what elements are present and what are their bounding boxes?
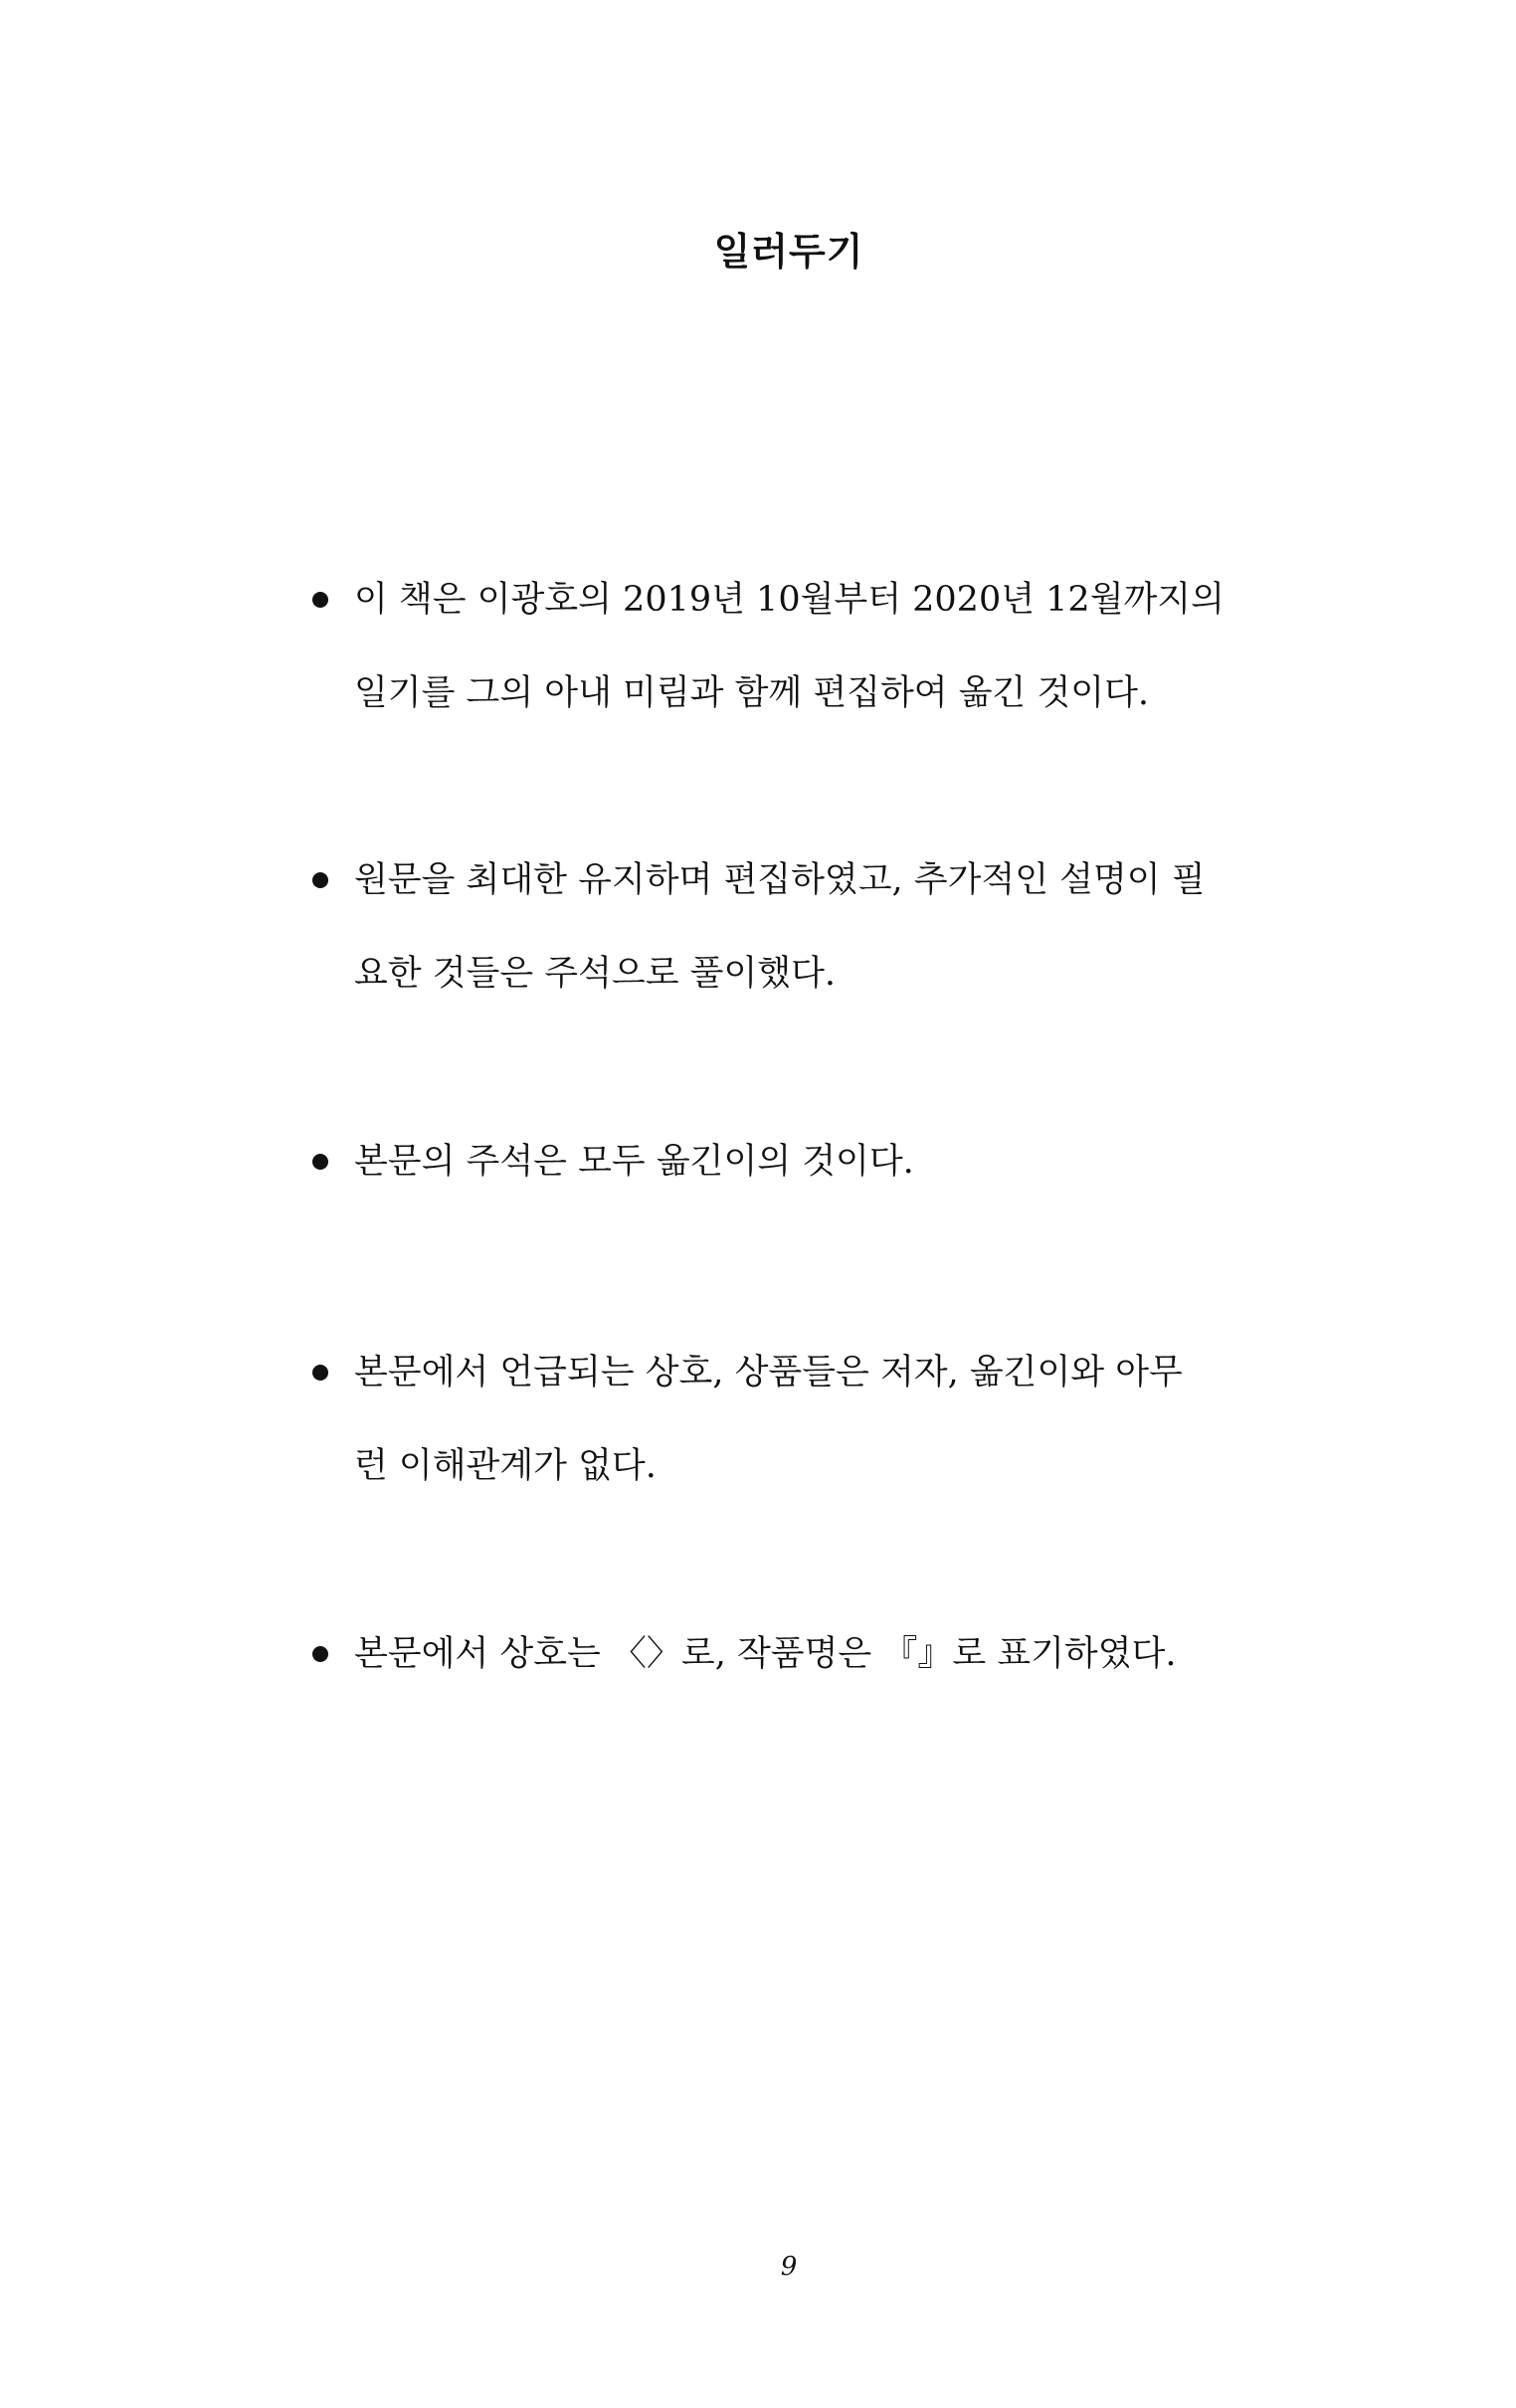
bullet-icon bbox=[312, 872, 328, 888]
note-item bbox=[312, 1607, 1228, 1701]
bullet-icon bbox=[312, 1154, 328, 1170]
note-text: 원문을 최대한 유지하며 편집하였고, 추가적인 설명이 필 요한 것들은 주석으로 풀이했다. bbox=[354, 860, 1206, 994]
note-text: 본문에서 언급되는 상호, 상품들은 저자, 옮긴이와 아무 런 이해관계가 없다. bbox=[354, 1353, 1183, 1486]
note-item bbox=[312, 1326, 1228, 1513]
note-item bbox=[312, 553, 1228, 740]
bullet-icon bbox=[312, 592, 328, 608]
note-text: 본문에서 상호는 〈〉로, 작품명은 『』로 표기하였다. bbox=[354, 1634, 1177, 1674]
note-text: 본문의 주석은 모두 옮긴이의 것이다. bbox=[354, 1142, 914, 1182]
bullet-icon bbox=[312, 1365, 328, 1381]
page-number: 9 bbox=[780, 2252, 798, 2282]
note-item bbox=[312, 1115, 1228, 1208]
note-item bbox=[312, 834, 1228, 1020]
note-text: 이 책은 이광호의 2019년 10월부터 2020년 12월까지의 일기를 그의 아내 미림과 함께 편집하여 옮긴 것이다. bbox=[354, 580, 1225, 713]
bullet-icon bbox=[312, 1646, 328, 1662]
page-title: 일러두기 bbox=[713, 230, 864, 274]
